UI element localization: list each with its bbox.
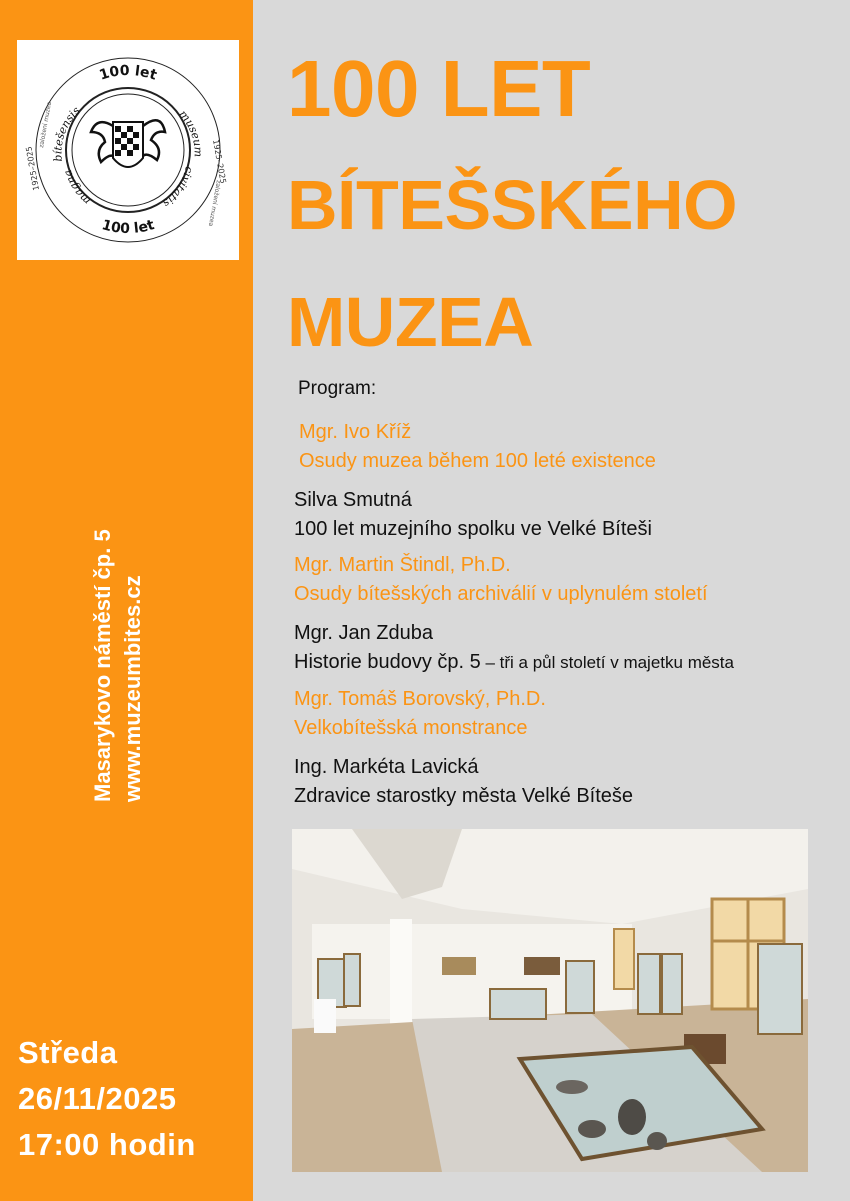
event-time: 17:00 hodin xyxy=(18,1127,196,1162)
title-line-3: MUZEA xyxy=(287,283,534,361)
talk-topic: Osudy bítešských archiválií v uplynulém století xyxy=(294,583,708,605)
program-entry xyxy=(294,753,633,811)
speaker-name: Silva Smutná xyxy=(294,489,412,511)
program-entry xyxy=(294,551,708,609)
speaker-name: Mgr. Martin Štindl, Ph.D. xyxy=(294,554,511,576)
logo-years-right: 1925–2025 xyxy=(211,138,228,185)
program-entry xyxy=(294,486,652,544)
speaker-name: Mgr. Jan Zduba xyxy=(294,622,433,644)
sidebar xyxy=(0,0,253,1201)
event-datetime xyxy=(18,1030,196,1168)
event-day: Středa xyxy=(18,1035,118,1070)
talk-topic: Historie budovy čp. 5 xyxy=(294,651,481,673)
speaker-name: Ing. Markéta Lavická xyxy=(294,756,479,778)
logo-arc-left-lower: magna xyxy=(61,168,94,208)
talk-topic: Osudy muzea během 100 leté existence xyxy=(299,450,656,472)
talk-topic: 100 let muzejního spolku ve Velké Bíteši xyxy=(294,518,652,540)
logo-top-text: 100 let xyxy=(97,62,159,84)
talk-topic: Zdravice starostky města Velké Bíteše xyxy=(294,785,634,807)
program-entry xyxy=(299,418,656,476)
speaker-name: Mgr. Tomáš Borovský, Ph.D. xyxy=(294,688,546,710)
event-date: 26/11/2025 xyxy=(18,1081,177,1116)
museum-seal-logo xyxy=(17,40,239,260)
logo-founded-right: založení muzea xyxy=(206,179,222,227)
svg-text:100 let xyxy=(100,217,157,237)
logo-years-left: 1925–2025 xyxy=(24,145,41,192)
title-line-1: 100 LET xyxy=(287,44,591,133)
talk-topic: Velkobítešská monstrance xyxy=(294,717,528,739)
program-entry xyxy=(294,619,734,677)
logo-arc-right-lower: civitatis xyxy=(160,165,196,210)
speaker-name: Mgr. Ivo Kříž xyxy=(299,421,412,443)
title-line-2: BÍTEŠSKÉHO xyxy=(287,166,738,244)
museum-interior-photo xyxy=(292,829,808,1172)
address-text: Masarykovo náměstí čp. 5 xyxy=(90,529,115,802)
program-entry xyxy=(294,685,546,743)
logo-bottom-text: 100 let xyxy=(99,217,157,238)
logo-founded-left: založení muzea xyxy=(38,101,54,149)
program-label: Program: xyxy=(298,378,377,399)
svg-text:100 let xyxy=(97,63,159,84)
logo-arc-right: museum xyxy=(176,107,205,158)
svg-text:civitatis xyxy=(160,165,196,210)
talk-topic-suffix: – tři a půl století v majetku města xyxy=(480,653,734,672)
website-link[interactable]: www.muzeumbites.cz xyxy=(120,575,145,802)
page-title xyxy=(287,30,737,381)
eagle-shield-icon xyxy=(91,120,165,167)
logo-arc-left: bítešensis xyxy=(51,104,83,163)
